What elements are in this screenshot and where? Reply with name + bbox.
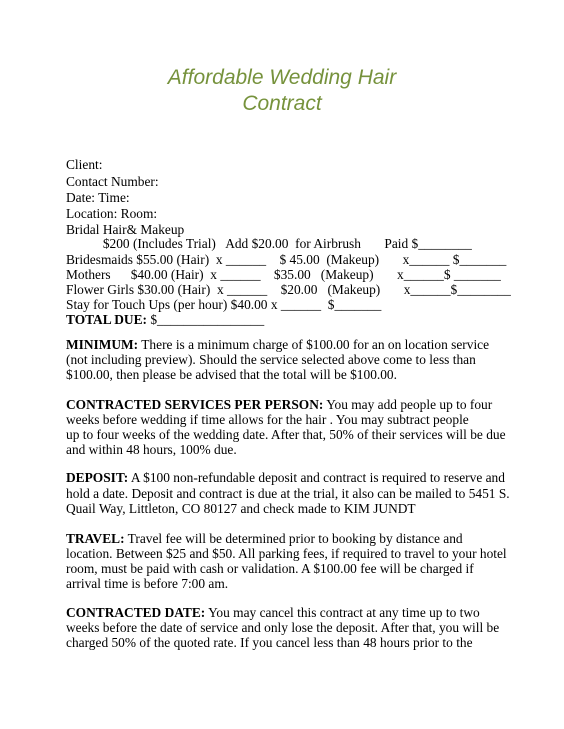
minimum-heading: MINIMUM: xyxy=(66,337,139,352)
contracted-services-heading: CONTRACTED SERVICES PER PERSON: xyxy=(66,397,324,412)
deposit-heading: DEPOSIT: xyxy=(66,470,129,485)
services-line-3: up to four weeks of the wedding date. After that, 50% of their services will be due xyxy=(66,427,506,442)
travel-line-3: room, must be paid with cash or validation. A $100.00 fee will be charged if xyxy=(66,561,474,576)
bridal-heading-line: Bridal Hair& Makeup xyxy=(66,222,185,237)
minimum-line-3: $100.00, then please be advised that the total will be $100.00. xyxy=(66,367,397,382)
total-due-value: $________________ xyxy=(146,312,265,327)
total-due-label: TOTAL DUE: xyxy=(66,312,147,327)
title-line-2: Contract xyxy=(242,92,322,115)
flower-girls-line: Flower Girls $30.00 (Hair) x ______ $20.00 (Makeup) x______$________ xyxy=(66,282,511,297)
date-line-2: weeks before the date of service and only lose the deposit. After that, you will be xyxy=(66,620,500,635)
contact-number-line: Contact Number: xyxy=(66,174,159,189)
services-line-1: CONTRACTED SERVICES PER PERSON: You may add people up to four xyxy=(66,397,493,412)
title-line-1: Affordable Wedding Hair xyxy=(167,66,397,89)
travel-line-1: TRAVEL: Travel fee will be determined prior to booking by distance and xyxy=(66,531,463,546)
deposit-line-1: DEPOSIT: A $100 non-refundable deposit and contract is required to reserve and xyxy=(66,470,505,485)
contracted-date-heading: CONTRACTED DATE: xyxy=(66,605,206,620)
total-due-line xyxy=(66,312,264,328)
deposit-line-2: hold a date. Deposit and contract is due at the trial, it also can be mailed to 5451 S. xyxy=(66,486,510,501)
touch-ups-line: Stay for Touch Ups (per hour) $40.00 x ______ $_______ xyxy=(66,297,382,312)
deposit-line-3: Quail Way, Littleton, CO 80127 and check made to KIM JUNDT xyxy=(66,501,416,516)
travel-line-4: arrival time is before 7:00 am. xyxy=(66,576,229,591)
bridal-price-line: $200 (Includes Trial) Add $20.00 for Airbrush Paid $________ xyxy=(66,236,472,251)
minimum-line-1: MINIMUM: There is a minimum charge of $100.00 for an on location service xyxy=(66,337,490,352)
services-line-2: weeks before wedding if time allows for the hair . You may subtract people xyxy=(66,412,469,427)
date-time-line: Date: Time: xyxy=(66,190,130,205)
date-line-3: charged 50% of the quoted rate. If you cancel less than 48 hours prior to the xyxy=(66,635,473,650)
travel-line-2: location. Between $25 and $50. All parking fees, if required to travel to your hotel xyxy=(66,546,507,561)
mothers-line: Mothers $40.00 (Hair) x ______ $35.00 (Makeup) x______$ _______ xyxy=(66,267,501,282)
minimum-line-2: (not including preview). Should the service selected above come to less than xyxy=(66,352,476,367)
client-line: Client: xyxy=(66,157,103,172)
bridesmaids-line: Bridesmaids $55.00 (Hair) x ______ $ 45.00 (Makeup) x______ $_______ xyxy=(66,252,507,267)
location-room-line: Location: Room: xyxy=(66,206,158,221)
services-line-4: and within 48 hours, 100% due. xyxy=(66,442,237,457)
travel-heading: TRAVEL: xyxy=(66,531,125,546)
date-line-1: CONTRACTED DATE: You may cancel this contract at any time up to two xyxy=(66,605,480,620)
